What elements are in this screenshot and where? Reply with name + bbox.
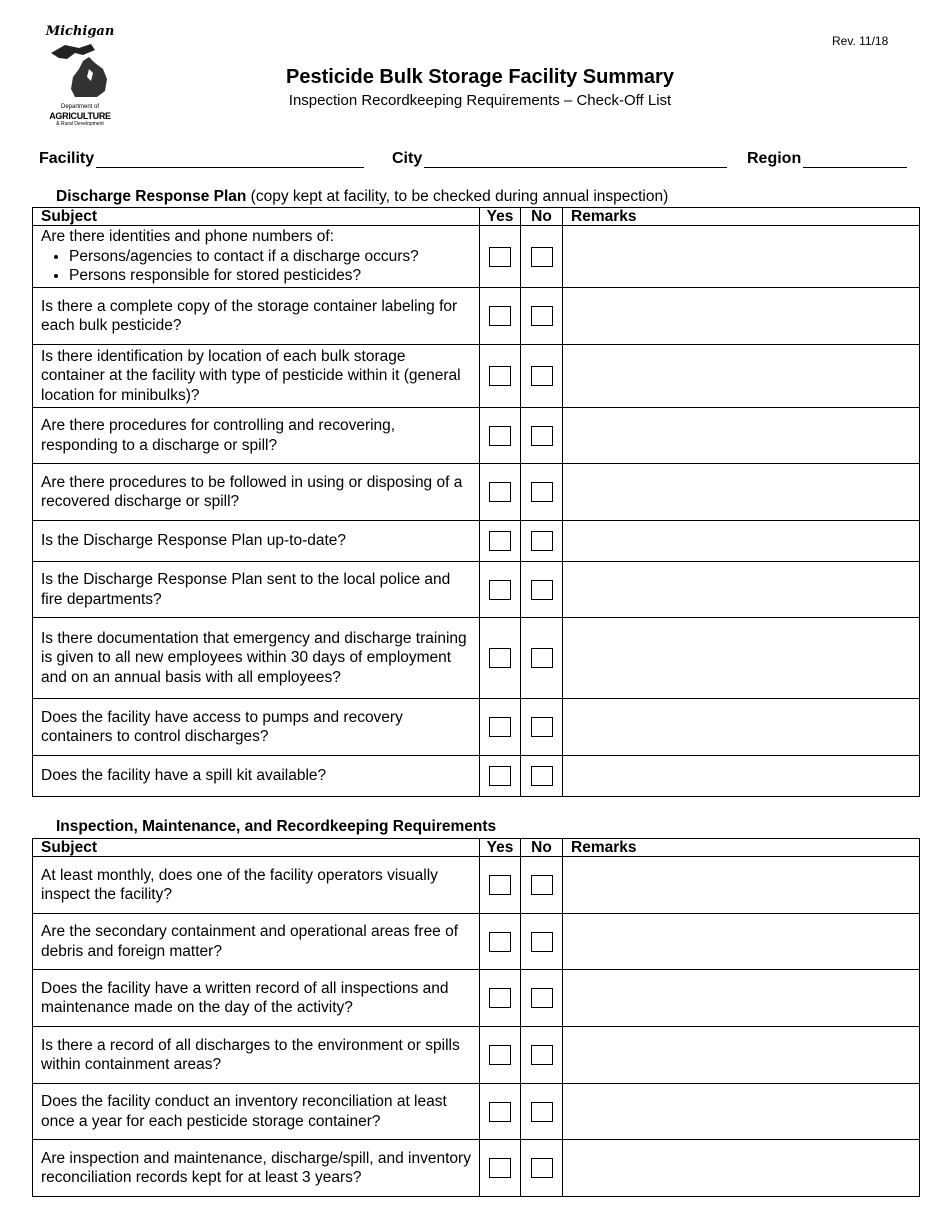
remarks-cell[interactable] bbox=[563, 970, 920, 1027]
yes-checkbox[interactable] bbox=[489, 648, 511, 668]
yes-checkbox[interactable] bbox=[489, 1102, 511, 1122]
question-text: Is there identification by location of each bulk storage container at the facility with type of pesticide within it (general location for minibulks)? bbox=[33, 345, 480, 408]
table-row bbox=[33, 970, 920, 1027]
remarks-cell[interactable] bbox=[563, 464, 920, 521]
question-text: Is there documentation that emergency and discharge training is given to all new employees within 30 days of employment and on an annual basis with all employees? bbox=[33, 618, 480, 699]
table-row bbox=[33, 1140, 920, 1197]
remarks-cell[interactable] bbox=[563, 756, 920, 797]
section-discharge-heading: Discharge Response Plan bbox=[56, 188, 247, 205]
table-row bbox=[33, 521, 920, 562]
remarks-cell[interactable] bbox=[563, 562, 920, 618]
no-checkbox[interactable] bbox=[531, 1102, 553, 1122]
table-row bbox=[33, 408, 920, 464]
page-subtitle: Inspection Recordkeeping Requirements – Check-Off List bbox=[288, 92, 672, 109]
yes-checkbox[interactable] bbox=[489, 766, 511, 786]
header-subject: Subject bbox=[33, 208, 480, 226]
remarks-cell[interactable] bbox=[563, 345, 920, 408]
yes-checkbox[interactable] bbox=[489, 875, 511, 895]
question-bullet: • Persons responsible for stored pesticides? bbox=[69, 266, 473, 286]
section-inspection-heading: Inspection, Maintenance, and Recordkeeping Requirements bbox=[56, 818, 497, 835]
section-discharge-title bbox=[56, 188, 668, 206]
header-yes: Yes bbox=[480, 839, 521, 857]
table-row bbox=[33, 288, 920, 345]
yes-checkbox[interactable] bbox=[489, 306, 511, 326]
table-row bbox=[33, 618, 920, 699]
remarks-cell[interactable] bbox=[563, 226, 920, 288]
table-row bbox=[33, 699, 920, 756]
region-line[interactable] bbox=[803, 151, 907, 168]
yes-checkbox[interactable] bbox=[489, 247, 511, 267]
table-row bbox=[33, 756, 920, 797]
question-text: Are there procedures to be followed in using or disposing of a recovered discharge or spill? bbox=[33, 464, 480, 521]
table-row bbox=[33, 1027, 920, 1084]
remarks-cell[interactable] bbox=[563, 618, 920, 699]
question-text: Does the facility have a written record of all inspections and maintenance made on the day of the activity? bbox=[33, 970, 480, 1027]
no-checkbox[interactable] bbox=[531, 932, 553, 952]
question-text: Are there procedures for controlling and recovering, responding to a discharge or spill? bbox=[33, 408, 480, 464]
remarks-cell[interactable] bbox=[563, 699, 920, 756]
question-text: Are there identities and phone numbers of: bbox=[41, 228, 334, 246]
remarks-cell[interactable] bbox=[563, 408, 920, 464]
table-row bbox=[33, 345, 920, 408]
city-label: City bbox=[392, 150, 423, 167]
no-checkbox[interactable] bbox=[531, 531, 553, 551]
table-row bbox=[33, 226, 920, 288]
question-text: Are the secondary containment and operational areas free of debris and foreign matter? bbox=[33, 914, 480, 970]
section-discharge-note: (copy kept at facility, to be checked during annual inspection) bbox=[246, 188, 669, 205]
yes-checkbox[interactable] bbox=[489, 531, 511, 551]
question-bullet: • Persons/agencies to contact if a discharge occurs? bbox=[69, 247, 473, 267]
remarks-cell[interactable] bbox=[563, 288, 920, 345]
inspection-maintenance-table bbox=[32, 838, 920, 1197]
facility-field[interactable] bbox=[39, 150, 364, 168]
table-row bbox=[33, 562, 920, 618]
facility-line[interactable] bbox=[96, 151, 364, 168]
table-row bbox=[33, 914, 920, 970]
no-checkbox[interactable] bbox=[531, 717, 553, 737]
table-row bbox=[33, 857, 920, 914]
remarks-cell[interactable] bbox=[563, 1140, 920, 1197]
no-checkbox[interactable] bbox=[531, 366, 553, 386]
header-no: No bbox=[521, 208, 563, 226]
question-text: Does the facility have a spill kit available? bbox=[33, 756, 480, 797]
yes-checkbox[interactable] bbox=[489, 482, 511, 502]
no-checkbox[interactable] bbox=[531, 875, 553, 895]
no-checkbox[interactable] bbox=[531, 580, 553, 600]
no-checkbox[interactable] bbox=[531, 1158, 553, 1178]
question-text: Is the Discharge Response Plan sent to the local police and fire departments? bbox=[33, 562, 480, 618]
remarks-cell[interactable] bbox=[563, 857, 920, 914]
no-checkbox[interactable] bbox=[531, 648, 553, 668]
table-header-row bbox=[33, 208, 920, 226]
region-field[interactable] bbox=[747, 150, 907, 168]
table-header-row bbox=[33, 839, 920, 857]
table-row bbox=[33, 464, 920, 521]
remarks-cell[interactable] bbox=[563, 521, 920, 562]
question-text: Is the Discharge Response Plan up-to-date? bbox=[33, 521, 480, 562]
city-line[interactable] bbox=[424, 151, 727, 168]
logo-dept-line: Department of bbox=[60, 104, 100, 110]
yes-checkbox[interactable] bbox=[489, 426, 511, 446]
no-checkbox[interactable] bbox=[531, 306, 553, 326]
yes-checkbox[interactable] bbox=[489, 1158, 511, 1178]
yes-checkbox[interactable] bbox=[489, 580, 511, 600]
no-checkbox[interactable] bbox=[531, 1045, 553, 1065]
page-title: Pesticide Bulk Storage Facility Summary bbox=[286, 66, 674, 88]
logo-state-name: Michigan bbox=[45, 24, 115, 39]
header-remarks: Remarks bbox=[563, 208, 920, 226]
question-text: Is there a complete copy of the storage container labeling for each bulk pesticide? bbox=[33, 288, 480, 345]
remarks-cell[interactable] bbox=[563, 914, 920, 970]
remarks-cell[interactable] bbox=[563, 1027, 920, 1084]
question-cell bbox=[33, 226, 480, 288]
header-subject: Subject bbox=[33, 839, 480, 857]
logo-rural: & Rural Development bbox=[56, 121, 104, 127]
no-checkbox[interactable] bbox=[531, 247, 553, 267]
question-text: At least monthly, does one of the facility operators visually inspect the facility? bbox=[33, 857, 480, 914]
yes-checkbox[interactable] bbox=[489, 717, 511, 737]
yes-checkbox[interactable] bbox=[489, 366, 511, 386]
yes-checkbox[interactable] bbox=[489, 932, 511, 952]
logo-agriculture: AGRICULTURE bbox=[49, 111, 111, 121]
question-text: Are inspection and maintenance, discharge/spill, and inventory reconciliation records kept for at least 3 years? bbox=[33, 1140, 480, 1197]
section-inspection-title bbox=[56, 818, 496, 836]
no-checkbox[interactable] bbox=[531, 988, 553, 1008]
yes-checkbox[interactable] bbox=[489, 1045, 511, 1065]
yes-checkbox[interactable] bbox=[489, 988, 511, 1008]
question-text: Does the facility have access to pumps and recovery containers to control discharges? bbox=[33, 699, 480, 756]
no-checkbox[interactable] bbox=[531, 482, 553, 502]
discharge-response-table bbox=[32, 207, 920, 797]
city-field[interactable] bbox=[392, 150, 727, 168]
question-text: Is there a record of all discharges to the environment or spills within containment areas? bbox=[33, 1027, 480, 1084]
header-yes: Yes bbox=[480, 208, 521, 226]
no-checkbox[interactable] bbox=[531, 426, 553, 446]
revision-label: Rev. 11/18 bbox=[832, 34, 889, 48]
header-remarks: Remarks bbox=[563, 839, 920, 857]
region-label: Region bbox=[747, 150, 802, 167]
no-checkbox[interactable] bbox=[531, 766, 553, 786]
remarks-cell[interactable] bbox=[563, 1084, 920, 1140]
table-row bbox=[33, 1084, 920, 1140]
header-no: No bbox=[521, 839, 563, 857]
question-text: Does the facility conduct an inventory reconciliation at least once a year for each pesticide storage container? bbox=[33, 1084, 480, 1140]
facility-label: Facility bbox=[39, 150, 95, 167]
